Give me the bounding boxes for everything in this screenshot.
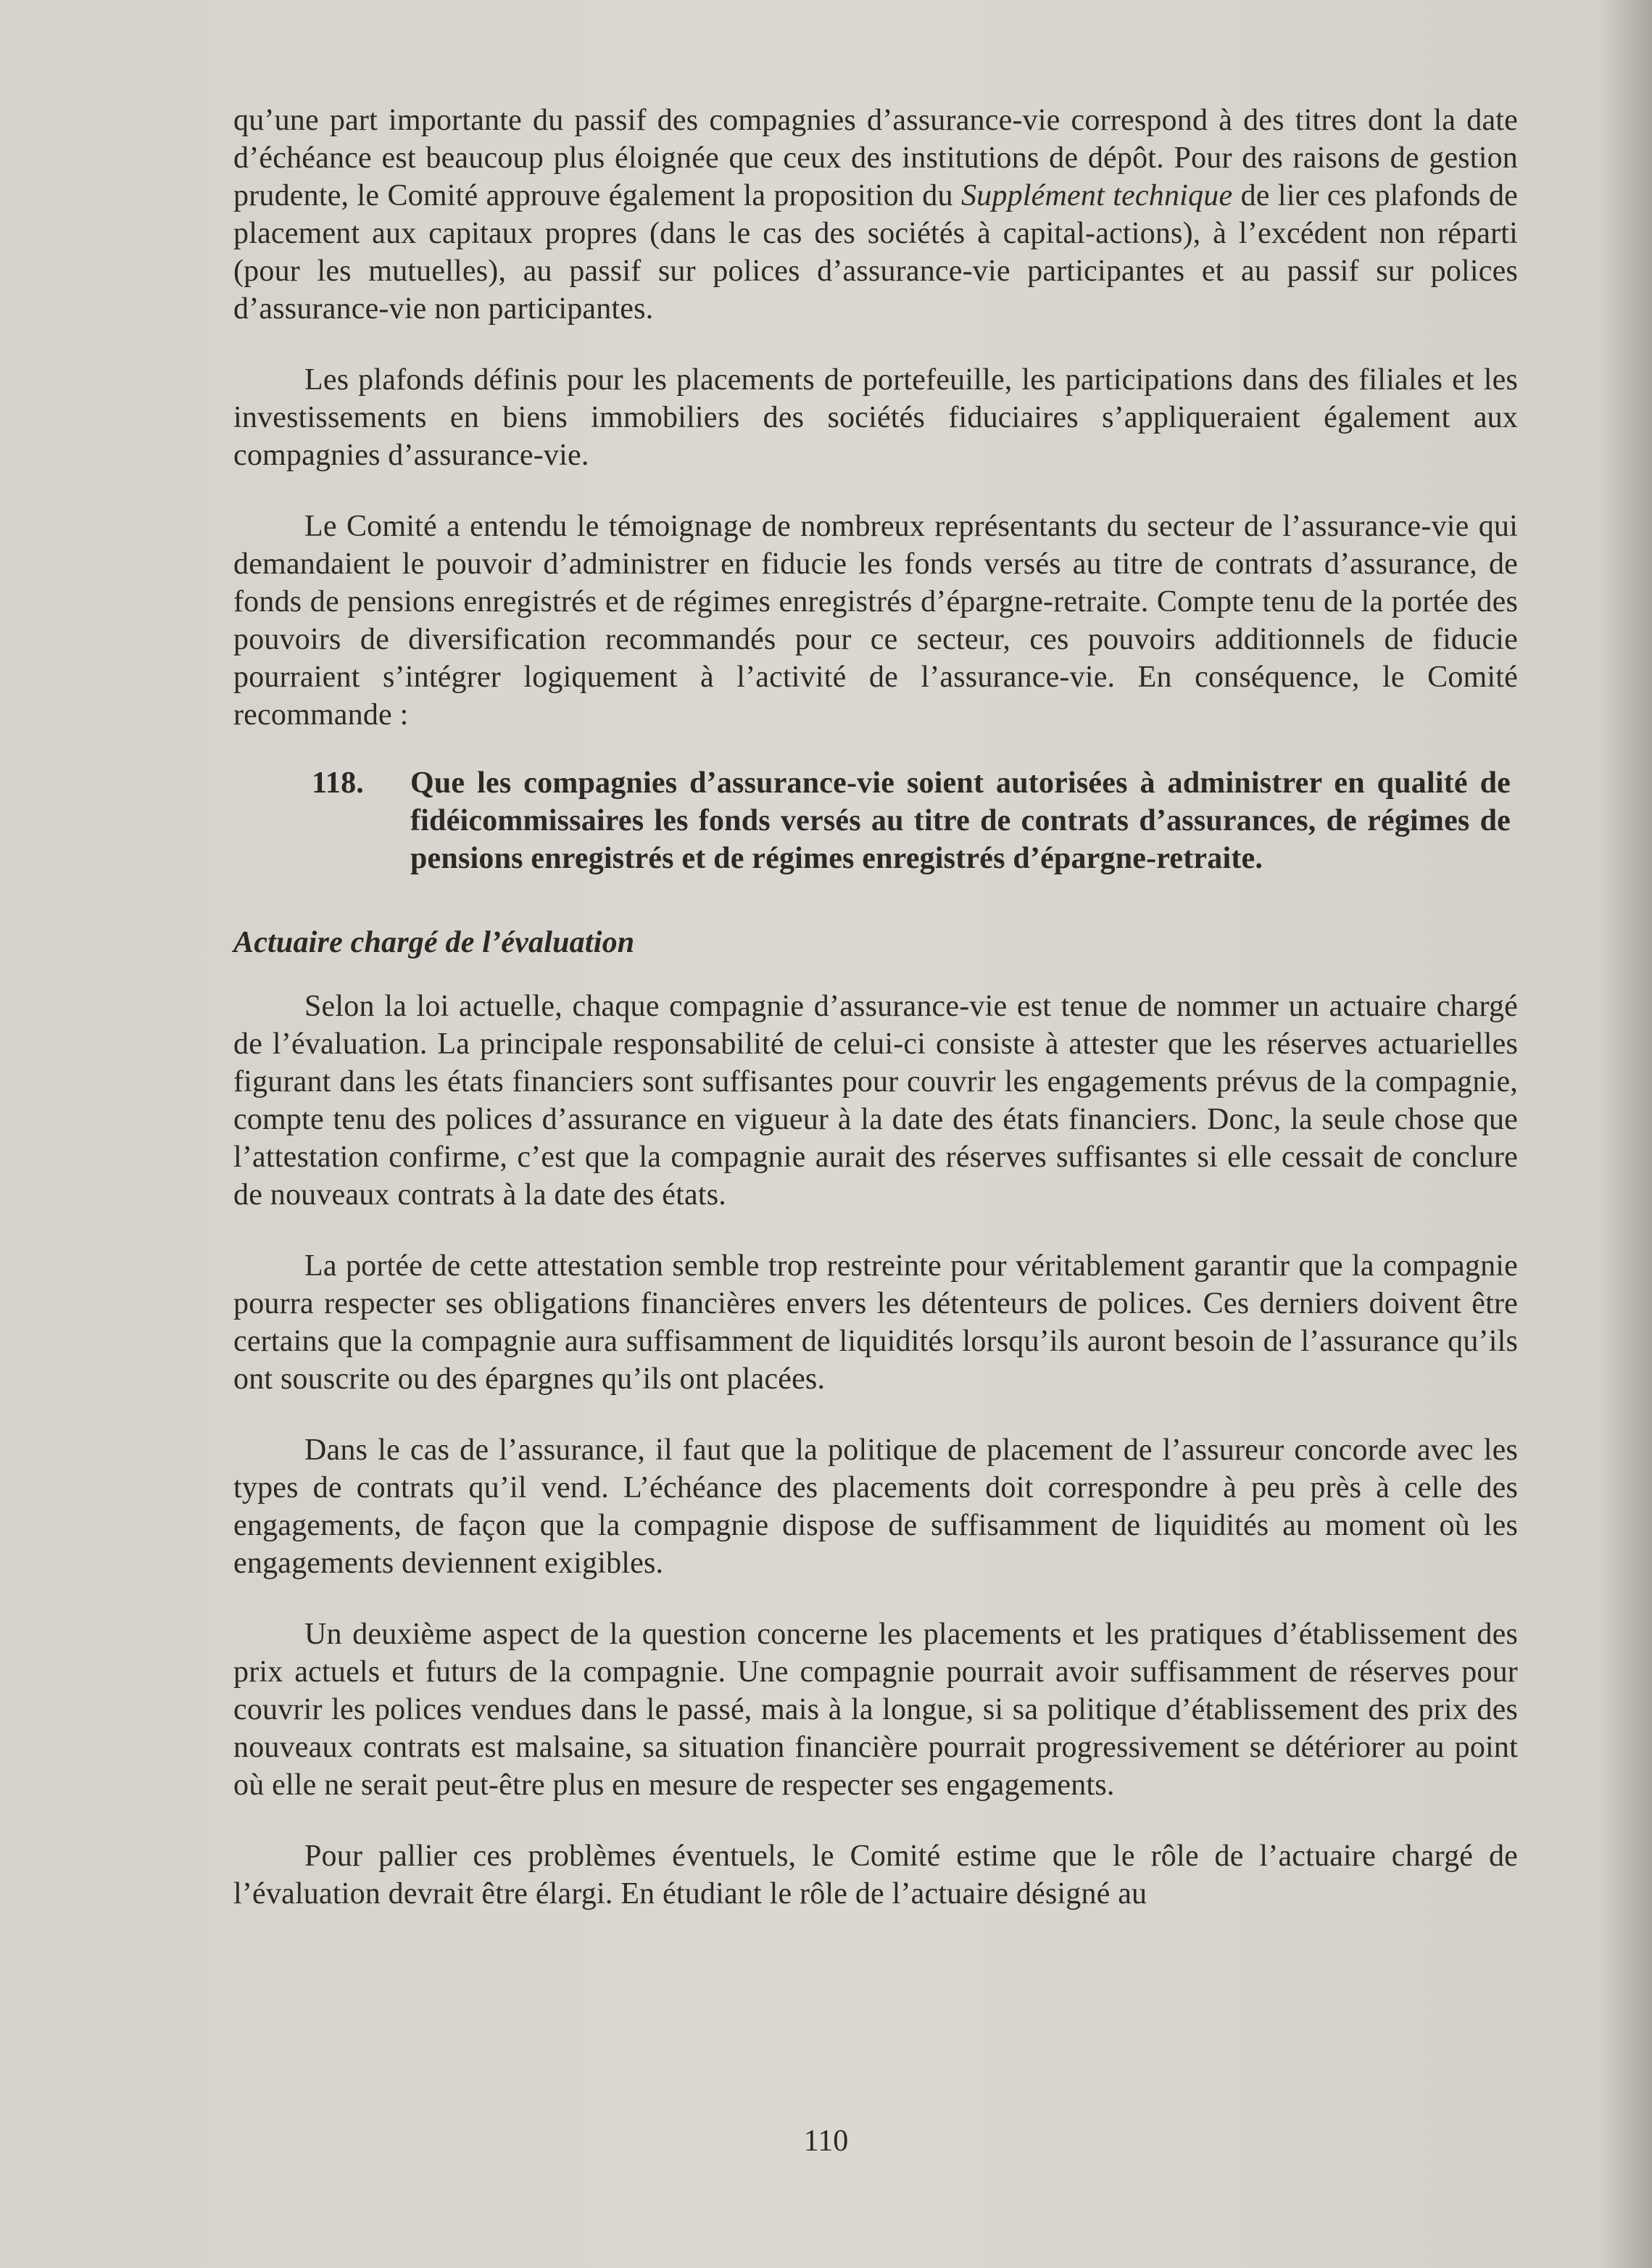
paragraph-4: Selon la loi actuelle, chaque compagnie d’assurance-vie est tenue de nommer un actuaire chargé de l’évaluation. La principale responsabilité de celui-ci consiste à attester que les réserves actuarielles figurant dans les états financiers sont suffisantes pour couvrir les engagements prévus de la compagnie, compte tenu des polices d’assurance en vigueur à la date des états financiers. Donc, la seule chose que l’attestation confirme, c’est que la compagnie aurait des réserves suffisantes si elle cessait de conclure de nouveaux contrats à la date des états. xyxy=(233,990,1518,1212)
paragraph-3: Le Comité a entendu le témoignage de nombreux représentants du secteur de l’assurance-vie qui demandaient le pouvoir d’administrer en fiducie les fonds versés au titre de contrats d’assurance, de fonds de pensions enregistrés et de régimes enregistrés d’épargne-retraite. Compte tenu de la portée des pouvoirs de diversification recommandés pour ce secteur, ces pouvoirs additionnels de fiducie pourraient s’intégrer logiquement à l’activité de l’assurance-vie. En conséquence, le Comité recommande : xyxy=(233,510,1518,732)
paragraph-6: Dans le cas de l’assurance, il faut que la politique de placement de l’assureur concorde avec les types de contrats qu’il vend. L’échéance des placements doit correspondre à peu près à celle des engagements, de façon que la compagnie dispose de suffisamment de liquidités au moment où les engagements deviennent exigibles. xyxy=(233,1433,1518,1580)
paragraph-7: Un deuxième aspect de la question concerne les placements et les pratiques d’établissement des prix actuels et futurs de la compagnie. Une compagnie pourrait avoir suffisamment de réserves pour couvrir les polices vendues dans le passé, mais à la longue, si sa politique d’établissement des prix des nouveaux contrats est malsaine, sa situation financière pourrait progressivement se détériorer au point où elle ne serait peut-être plus en mesure de respecter ses engagements. xyxy=(233,1618,1518,1802)
paragraph-5: La portée de cette attestation semble trop restreinte pour véritablement garantir que la compagnie pourra respecter ses obligations financières envers les détenteurs de polices. Ces derniers doivent être certains que la compagnie aura suffisamment de liquidités lorsqu’ils auront besoin de l’assurance qu’ils ont souscrite ou des épargnes qu’ils ont placées. xyxy=(233,1249,1518,1396)
recommendation-number: 118. xyxy=(312,766,364,800)
body-text xyxy=(233,102,1518,1913)
paragraph-8: Pour pallier ces problèmes éventuels, le Comité estime que le rôle de l’actuaire chargé de l’évaluation devrait être élargi. En étudiant le rôle de l’actuaire désigné au xyxy=(233,1839,1518,1911)
paragraph-1: qu’une part importante du passif des compagnies d’assurance-vie correspond à des titres dont la date d’échéance est beaucoup plus éloignée que ceux des institutions de dépôt. Pour des raisons de gestion prudente, le Comité approuve également la proposition du Supplément technique de lier ces plafonds de placement aux capitaux propres (dans le cas des sociétés à capital-actions), à l’excédent non réparti (pour les mutuelles), au passif sur polices d’assurance-vie participantes et au passif sur polices d’assurance-vie non participantes. xyxy=(233,104,1519,326)
page-number: 110 xyxy=(803,2124,849,2158)
recommendation-text: Que les compagnies d’assurance-vie soient autorisées à administrer en qualité de fidéicommissaires les fonds versés au titre de contrats d’assurances, de régimes de pensions enregistrés et de régimes enregistrés d’épargne-retraite. xyxy=(410,766,1511,875)
italic-title: Supplément technique xyxy=(960,179,1233,212)
section-heading: Actuaire chargé de l’évaluation xyxy=(233,926,635,959)
recommendation-118 xyxy=(233,764,1518,877)
paragraph-2: Les plafonds définis pour les placements de portefeuille, les participations dans des filiales et les investissements en biens immobiliers des sociétés fiduciaires s’appliqueraient également aux compagnies d’assurance-vie. xyxy=(233,363,1518,472)
page-edge-shadow xyxy=(1601,0,1652,2268)
